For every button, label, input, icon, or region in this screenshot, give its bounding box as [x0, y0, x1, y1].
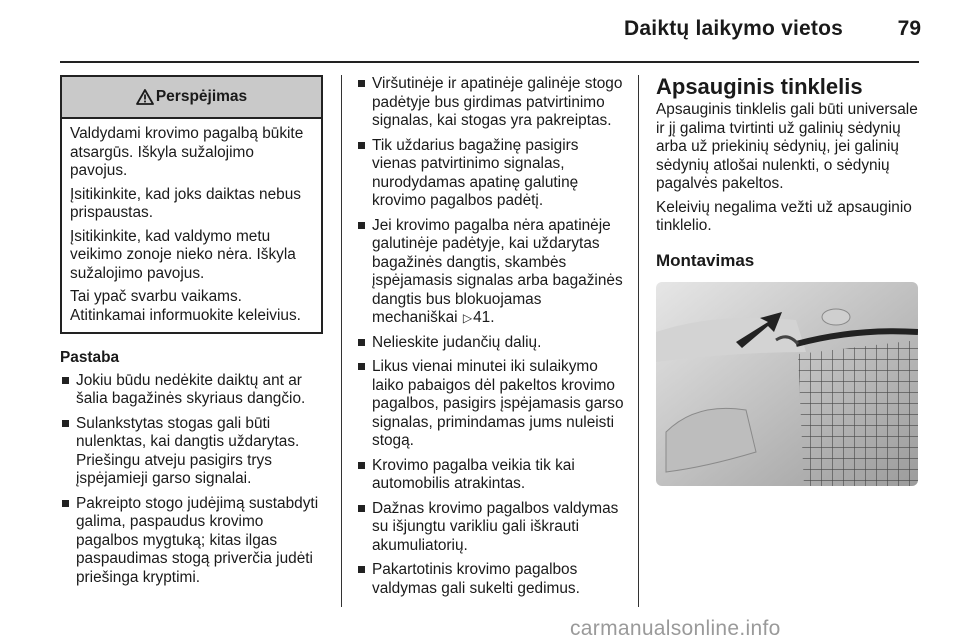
note-title: Pastaba: [60, 349, 120, 366]
bullet-icon: [358, 339, 365, 346]
warning-header: [62, 77, 321, 119]
section-paragraph: Apsauginis tinklelis gali būti universale ir jį galima tvirtinti už galinių sėdynių arba už priekinių sėdynių, jei galinių sėdynių atlošai nulenkti, o sėdynių pagalvės pakeltos.: [656, 101, 918, 192]
column-divider: [341, 75, 342, 607]
list-item: [60, 415, 323, 489]
list-item-text: Dažnas krovimo pagalbos valdymas su išjungtu varikliu gali iškrauti akumuliatorių.: [372, 499, 619, 554]
list-item: [356, 457, 626, 494]
bullet-icon: [358, 363, 365, 370]
middle-column: [356, 75, 626, 604]
list-item-text: Jokiu būdu nedėkite daiktų ant ar šalia bagažinės skyriaus dangčio.: [76, 371, 306, 407]
warning-paragraph: Tai ypač svarbu vaikams. Atitinkamai informuokite keleivius.: [70, 288, 301, 324]
list-item: [60, 372, 323, 409]
list-item-text: Nelieskite judančių dalių.: [372, 333, 542, 351]
list-item-text: Viršutinėje ir apatinėje galinėje stogo padėtyje bus girdimas patvirtinimo signalas, kai stogas yra pakreiptas.: [372, 75, 623, 129]
bullet-icon: [62, 377, 69, 384]
column-divider: [638, 75, 639, 607]
page-header: [0, 0, 960, 60]
list-item: [356, 358, 626, 451]
bullet-icon: [358, 142, 365, 149]
watermark-text: carmanualsonline.info: [570, 617, 781, 640]
bullet-icon: [62, 500, 69, 507]
note-list: [60, 372, 323, 588]
list-item: [356, 334, 626, 353]
warning-triangle-icon: [136, 89, 154, 105]
list-item-text: Jei krovimo pagalba nėra apatinėje galutinėje padėtyje, kai uždarytas bagažinės dangtis, skambės įspėjamasis signalas arba bagažinės dangtis bus blokuojamas mechaniškai: [372, 216, 623, 326]
safety-net-illustration: [656, 282, 918, 486]
list-item-text: Pakartotinis krovimo pagalbos valdymas gali sukelti gedimus.: [372, 561, 580, 597]
warning-title: Perspėjimas: [155, 87, 248, 105]
section-title: Apsauginis tinklelis: [656, 74, 863, 99]
list-item: [356, 75, 626, 131]
list-item: [356, 561, 626, 598]
section-paragraph: Keleivių negalima vežti už apsauginio tinklelio.: [656, 198, 912, 234]
note-continued-list: [356, 75, 626, 598]
warning-paragraph: Įsitikinkite, kad joks daiktas nebus prispaustas.: [70, 185, 301, 221]
bullet-icon: [358, 222, 365, 229]
list-item-text: Tik uždarius bagažinę pasigirs vienas patvirtinimo signalas, nurodydamas apatinę galutinę krovimo pagalbos padėtį.: [372, 136, 579, 209]
bullet-icon: [358, 80, 365, 87]
bullet-icon: [62, 420, 69, 427]
list-item: Jei krovimo pagalba nėra apatinėje galutinėje padėtyje, kai uždarytas bagažinės dangtis, skambės įspėjamasis signalas arba bagažinės dangtis bus blokuojamas mechaniškai ▷41.: [356, 217, 626, 328]
list-item-text: Pakreipto stogo judėjimą sustabdyti galima, paspaudus krovimo pagalbos mygtuką; kitas ilgas paspaudimas stogą priverčia judėti priešinga kryptimi.: [76, 494, 319, 586]
bullet-icon: [358, 566, 365, 573]
list-item: [60, 495, 323, 588]
page-reference-link[interactable]: 41: [473, 309, 491, 326]
right-column: [656, 75, 924, 486]
left-column: [60, 75, 323, 593]
list-item-text: Sulankstytas stogas gali būti nulenktas, kai dangtis uždarytas. Priešingu atveju pasigirs trys įspėjamieji garso signalai.: [76, 414, 300, 487]
warning-paragraph: Valdydami krovimo pagalbą būkite atsargūs. Iškyla sužalojimo pavojus.: [70, 125, 304, 179]
bullet-icon: [358, 505, 365, 512]
bullet-icon: [358, 462, 365, 469]
subsection-title: Montavimas: [656, 250, 755, 270]
list-item-text: Likus vienai minutei iki sulaikymo laiko pabaigos dėl pakeltos krovimo pagalbos, pasigirs įspėjamasis garso signalas, primindamas jums nuleisti stogą.: [372, 358, 624, 449]
header-divider: [60, 61, 919, 63]
safety-net-drawing: [656, 282, 918, 486]
warning-body: [62, 119, 321, 332]
page-number: 79: [897, 17, 921, 40]
header-title: Daiktų laikymo vietos: [624, 17, 843, 40]
list-item: [356, 500, 626, 556]
warning-box: [60, 75, 323, 334]
list-item-text: Krovimo pagalba veikia tik kai automobilis atrakintas.: [372, 456, 575, 492]
warning-paragraph: Įsitikinkite, kad valdymo metu veikimo zonoje nieko nėra. Iškyla sužalojimo pavojus.: [70, 227, 296, 282]
list-item: [356, 137, 626, 211]
page-reference-arrow-icon: ▷: [462, 311, 473, 325]
